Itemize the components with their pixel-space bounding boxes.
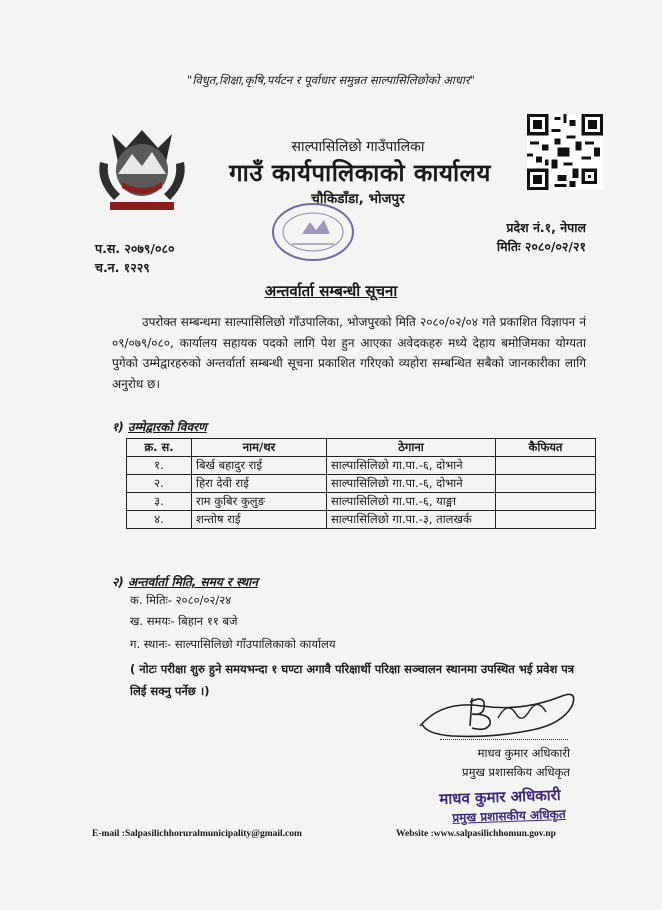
- table-row: [127, 457, 596, 475]
- motto: "विधुत,शिक्षा,कृषि,पर्यटन र पूर्वाधार समुन्नत साल्पासिलिछोको आधार": [187, 73, 475, 87]
- column-header: क्र. स.: [127, 439, 192, 457]
- cell-remarks: [496, 511, 596, 529]
- column-header: ठेगाना: [327, 439, 496, 457]
- column-header: कैफियत: [496, 439, 596, 457]
- cell-name: शन्तोष राई: [192, 511, 327, 529]
- municipality-name: साल्पासिलिछो गाउँपालिका: [291, 139, 425, 155]
- government-emblem-icon: [92, 122, 192, 214]
- table-row: [127, 493, 596, 511]
- signatory-title: प्रमुख प्रशासकिय अधिकृत: [462, 765, 570, 779]
- cell-address: साल्पासिलिछो गा.पा.-६, दोभाने: [327, 475, 496, 493]
- table-header-row: [127, 439, 596, 457]
- interview-note: ( नोटः परीक्षा शुरु हुने समयभन्दा १ घण्टा अगावै परिक्षार्थी परिक्षा सञ्चालन स्थानमा उपस्थित भई प्रवेश पत्र लिई सक्नु पर्नेछ ।): [130, 662, 575, 698]
- province-label: प्रदेश नं.१, नेपाल: [506, 220, 586, 235]
- cell-remarks: [496, 475, 596, 493]
- section-1-title: उम्मेद्वारको विवरण: [127, 420, 207, 434]
- office-seal-stamp-icon: [268, 200, 358, 264]
- interview-date: क. मितिः- २०८०/०२/२४: [130, 593, 232, 607]
- signatory-name: माधव कुमार अधिकारी: [477, 746, 570, 760]
- letter-date: मितिः २०८०/०२/२१: [496, 239, 586, 254]
- cell-address: साल्पासिलिछो गा.पा.-६, याङ्मा: [327, 493, 496, 511]
- reference-number: प.स. २०७९/०८०: [95, 241, 175, 256]
- cell-name: हिरा देवी राई: [192, 475, 327, 493]
- candidates-table: [126, 438, 596, 529]
- footer-website: Website :www.salpasilichhomun.gov.np: [396, 829, 556, 839]
- cell-name: राम कुबिर कुलुङ: [192, 493, 327, 511]
- title-stamp: प्रमुख प्रशासकीय अधिकृत: [452, 807, 566, 825]
- cell-remarks: [496, 493, 596, 511]
- cell-address: साल्पासिलिछो गा.पा.-६, दोभाने: [327, 457, 496, 475]
- column-header: नाम/थर: [192, 439, 327, 457]
- interview-place: ग. स्थानः- साल्पासिलिछो गाँउपालिकाको कार्यालय: [130, 637, 336, 651]
- signature-line: [440, 739, 568, 740]
- interview-time: ख. समयः- बिहान ११ बजे: [130, 614, 238, 628]
- office-location: चौकिडाँडा, भोजपुर: [311, 191, 405, 207]
- cell-sn: ४.: [127, 511, 192, 529]
- footer-email: E-mail :Salpasilichhoruralmunicipality@gmail.com: [92, 829, 302, 839]
- cell-name: बिर्ख बहादुर राई: [192, 457, 327, 475]
- section-2-title: अन्तर्वार्ता मिति, समय र स्थान: [127, 575, 258, 589]
- table-row: [127, 475, 596, 493]
- office-title: गाउँ कार्यपालिकाको कार्यालय: [229, 159, 491, 187]
- signature-icon: [412, 680, 582, 744]
- section-2-heading: [112, 573, 258, 590]
- cell-sn: ३.: [127, 493, 192, 511]
- section-1-number: १): [112, 420, 124, 434]
- dispatch-number: च.न. १२२९: [95, 260, 150, 275]
- qr-code-icon: [527, 114, 603, 190]
- name-stamp: माधव कुमार अधिकारी: [439, 785, 561, 809]
- notice-title: अन्तर्वार्ता सम्बन्धी सूचना: [264, 282, 398, 300]
- cell-address: साल्पासिलिछो गा.पा.-३, तालखर्क: [327, 511, 496, 529]
- cell-remarks: [496, 457, 596, 475]
- table-row: [127, 511, 596, 529]
- cell-sn: १.: [127, 457, 192, 475]
- section-1-heading: [112, 418, 207, 435]
- cell-sn: २.: [127, 475, 192, 493]
- notice-body: उपरोक्त सम्बन्धमा साल्पासिलिछो गाँउपालिका, भोजपुरको मिति २०८०/०२/०४ गते प्रकाशित विज्ञापन नं ०९/०७९/०८०, कार्यालय सहायक पदको लागि पेश हुन आएका अवेदकहरु मध्ये देहाय बमोजिमका योग्यता पुगेको उम्मेद्वारहरुको अन्तर्वार्ता सम्बन्धी सूचना प्रकाशित गरिएको व्यहोरा सम्बन्धित सबैको जानकारीका लागि अनुरोध छ।: [112, 315, 586, 391]
- section-2-number: २): [112, 575, 124, 589]
